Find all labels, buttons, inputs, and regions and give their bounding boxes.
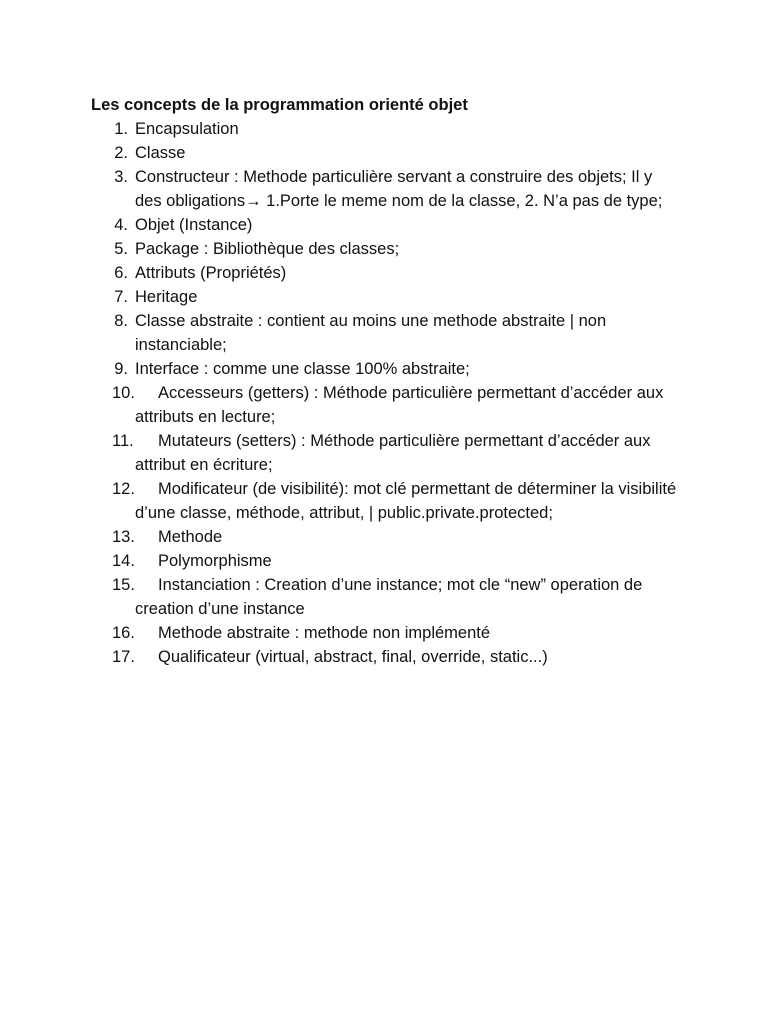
item-number: 10. (112, 384, 135, 402)
list-item-12 (0, 477, 768, 525)
list-item-5 (0, 237, 768, 261)
item-number: 4. (114, 216, 128, 234)
item-number: 9. (114, 360, 128, 378)
item-number: 17. (112, 648, 135, 666)
item-number: 14. (112, 552, 135, 570)
list-item-6 (0, 261, 768, 285)
item-number: 12. (112, 480, 135, 498)
item-text: Heritage (135, 288, 198, 306)
list-item-11 (0, 429, 768, 477)
item-text: Modificateur (de visibilité): mot clé permettant de déterminer la visibilité d’une classe, méthode, attribut, | public.private.protected; (135, 480, 677, 522)
list-item-1 (0, 117, 768, 141)
item-text: Instanciation : Creation d’une instance; mot cle “new” operation de creation d’une instance (135, 576, 643, 618)
list-item-17 (0, 645, 768, 669)
item-number: 1. (114, 120, 128, 138)
item-number: 6. (114, 264, 128, 282)
item-number: 11. (112, 432, 134, 450)
list-item-15 (0, 573, 768, 621)
item-number: 7. (114, 288, 128, 306)
item-text: Package : Bibliothèque des classes; (135, 240, 400, 258)
item-text: Interface : comme une classe 100% abstraite; (135, 360, 470, 378)
item-number: 2. (114, 144, 128, 162)
item-text: Attributs (Propriétés) (135, 264, 287, 282)
item-text: Classe (135, 144, 186, 162)
item-text: Objet (Instance) (135, 216, 253, 234)
list-item-4 (0, 213, 768, 237)
list-item-16 (0, 621, 768, 645)
list-item-7 (0, 285, 768, 309)
list-item-3 (0, 165, 768, 213)
item-text: Constructeur : Methode particulière servant a construire des objets; Il y des obligations→ 1.Porte le meme nom de la classe, 2. N’a pas de type; (135, 168, 663, 210)
item-text: Polymorphisme (158, 552, 272, 570)
item-number: 3. (114, 168, 128, 186)
list-item-14 (0, 549, 768, 573)
item-text: Classe abstraite : contient au moins une methode abstraite | non instanciable; (135, 312, 607, 354)
list-item-13 (0, 525, 768, 549)
item-text: Encapsulation (135, 120, 239, 138)
item-number: 16. (112, 624, 135, 642)
item-text: Qualificateur (virtual, abstract, final, override, static...) (158, 648, 548, 666)
item-number: 13. (112, 528, 135, 546)
item-text: Methode abstraite : methode non implémenté (158, 624, 491, 642)
list-item-10 (0, 381, 768, 429)
item-text: Accesseurs (getters) : Méthode particulière permettant d’accéder aux attributs en lecture; (135, 384, 664, 426)
item-text: Mutateurs (setters) : Méthode particulière permettant d’accéder aux attribut en écriture; (135, 432, 651, 474)
item-number: 5. (114, 240, 128, 258)
document-title: Les concepts de la programmation orienté objet (91, 96, 468, 114)
list-item-9 (0, 357, 768, 381)
concept-list (0, 117, 768, 669)
item-number: 15. (112, 576, 135, 594)
item-number: 8. (114, 312, 128, 330)
list-item-8 (0, 309, 768, 357)
list-item-2 (0, 141, 768, 165)
item-text: Methode (158, 528, 223, 546)
